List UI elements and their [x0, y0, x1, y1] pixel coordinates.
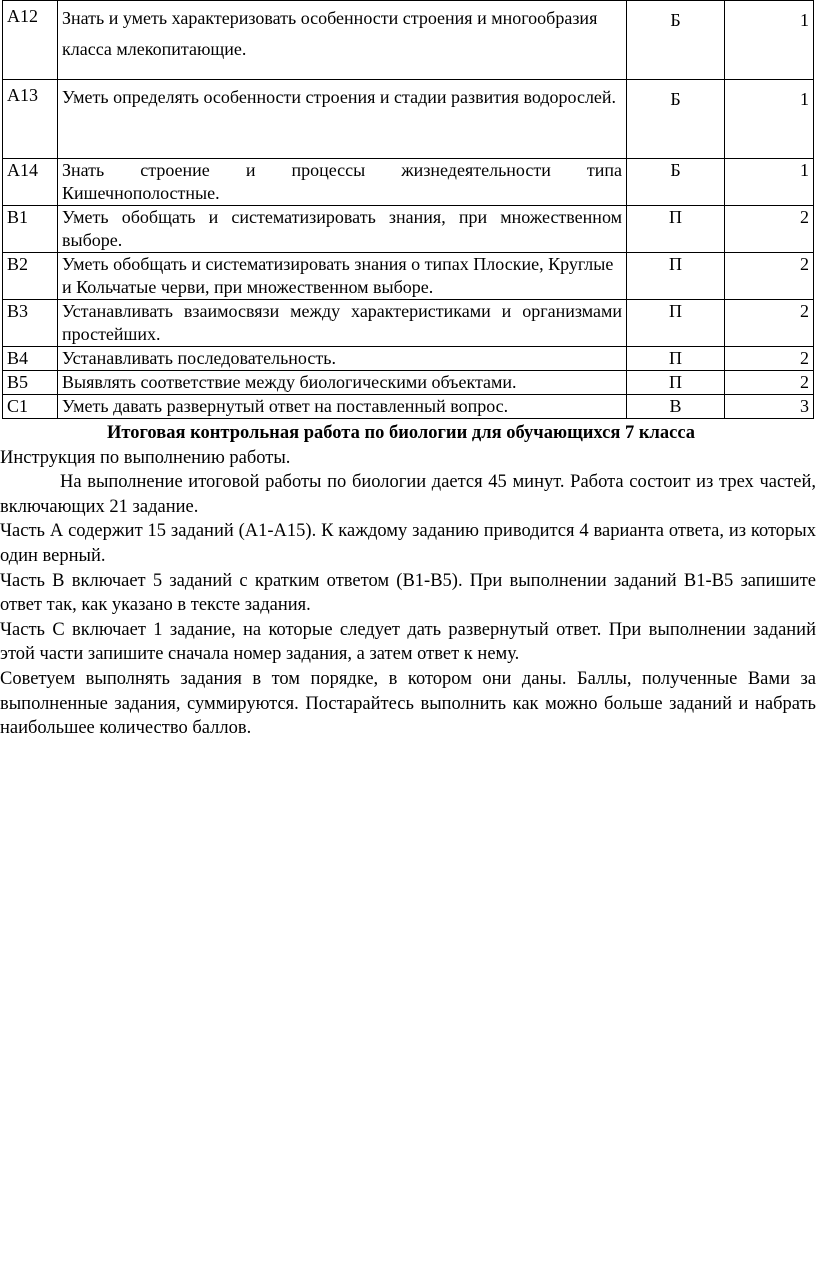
task-score: 1: [725, 80, 814, 159]
task-description-text: Устанавливать последовательность.: [62, 348, 336, 368]
table-row: [3, 1, 814, 80]
task-score: 2: [725, 300, 814, 347]
task-description-text: Знать и уметь характеризовать особенности строения и многообразия класса млекопитающие.: [62, 8, 598, 59]
task-code: В5: [3, 371, 58, 395]
task-code: В2: [3, 253, 58, 300]
task-description-text: Уметь давать развернутый ответ на поставленный вопрос.: [62, 396, 509, 416]
task-description: [58, 80, 627, 159]
document-title: Итоговая контрольная работа по биологии для обучающихся 7 класса: [106, 423, 696, 443]
table-row: [3, 347, 814, 371]
task-score: 2: [725, 347, 814, 371]
task-code: А13: [3, 80, 58, 159]
task-level: Б: [627, 159, 725, 206]
task-description: [58, 300, 627, 347]
task-code: В1: [3, 206, 58, 253]
table-row: [3, 80, 814, 159]
task-description: [58, 206, 627, 253]
task-code: А14: [3, 159, 58, 206]
instructions-subtitle: Инструкция по выполнению работы.: [0, 447, 291, 468]
task-level: П: [627, 300, 725, 347]
task-description: [58, 395, 627, 419]
task-description: [58, 1, 627, 80]
table-row: [3, 395, 814, 419]
task-level: П: [627, 253, 725, 300]
instructions-paragraph: На выполнение итоговой работы по биологии дается 45 минут. Работа состоит из трех частей, включающих 21 задание.: [0, 472, 816, 517]
task-score: 2: [725, 253, 814, 300]
task-score: 1: [725, 1, 814, 80]
instructions-paragraph: Часть В включает 5 заданий с кратким ответом (В1-В5). При выполнении заданий В1-В5 запишите ответ так, как указано в тексте задания.: [0, 570, 816, 616]
task-level: В: [627, 395, 725, 419]
table-row: [3, 371, 814, 395]
task-level: П: [627, 371, 725, 395]
instructions-section: [0, 421, 816, 741]
task-level: Б: [627, 1, 725, 80]
task-score: 2: [725, 206, 814, 253]
task-description: [58, 371, 627, 395]
task-level: П: [627, 206, 725, 253]
table-row: [3, 253, 814, 300]
table-row: [3, 206, 814, 253]
instructions-paragraph: Часть С включает 1 задание, на которые следует дать развернутый ответ. При выполнении заданий этой части запишите сначала номер задания, а затем ответ к нему.: [0, 619, 816, 665]
task-code: С1: [3, 395, 58, 419]
task-score: 2: [725, 371, 814, 395]
task-description: [58, 347, 627, 371]
instructions-paragraph: Часть А содержит 15 заданий (А1-А15). К каждому заданию приводится 4 варианта ответа, из которых один верный.: [0, 521, 816, 566]
task-code: А12: [3, 1, 58, 80]
instructions-paragraph: Советуем выполнять задания в том порядке, в котором они даны. Баллы, полученные Вами за выполненные задания, суммируются. Постарайтесь выполнить как можно больше заданий и набрать наибольшее количество баллов.: [0, 668, 816, 739]
table-row: [3, 159, 814, 206]
task-description-text: Уметь обобщать и систематизировать знания о типах Плоские, Круглые и Кольчатые черви, при множественном выборе.: [62, 254, 614, 297]
task-specification-table: [2, 0, 814, 419]
task-description: [58, 159, 627, 206]
task-score: 3: [725, 395, 814, 419]
task-description-text: Уметь обобщать и систематизировать знания, при множественном выборе.: [62, 207, 622, 250]
task-description-text: Уметь определять особенности строения и стадии развития водорослей.: [62, 87, 617, 107]
task-description-text: Выявлять соответствие между биологическими объектами.: [62, 372, 517, 392]
task-description-text: Знать строение и процессы жизнедеятельности типа Кишечнополостные.: [62, 160, 622, 203]
table-row: [3, 300, 814, 347]
task-description: [58, 253, 627, 300]
task-code: В3: [3, 300, 58, 347]
task-score: 1: [725, 159, 814, 206]
task-level: П: [627, 347, 725, 371]
task-code: В4: [3, 347, 58, 371]
task-description-text: Устанавливать взаимосвязи между характеристиками и организмами простейших.: [62, 301, 622, 344]
task-level: Б: [627, 80, 725, 159]
